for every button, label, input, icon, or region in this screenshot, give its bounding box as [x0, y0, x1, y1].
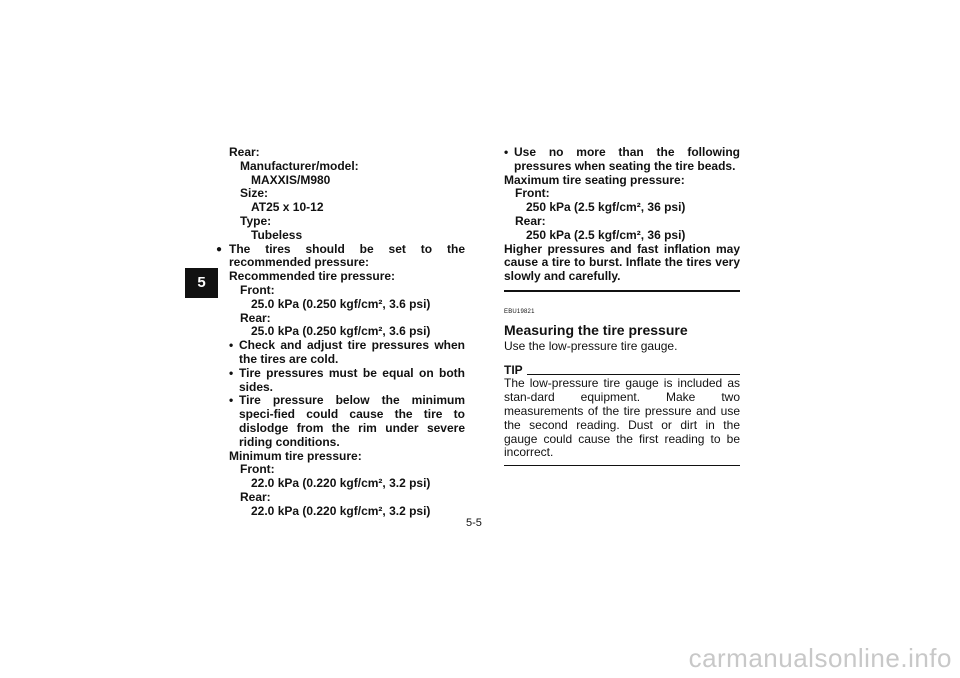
rec-rear-label: Rear: [240, 310, 271, 325]
max-front-value: 250 kPa (2.5 kgf/cm², 36 psi) [526, 200, 686, 215]
section-code: EBU19821 [504, 308, 535, 315]
min-front-label: Front: [240, 462, 275, 477]
note-text: Check and adjust tire pressures when the tires are cold. [239, 338, 465, 366]
rear-heading: Rear: [229, 145, 260, 159]
type-label: Type: [240, 213, 272, 228]
pressure-bullet-text: The tires should be set to the recommended pressure: [229, 241, 465, 270]
bullet-dot-icon: • [229, 393, 234, 408]
max-rear-label: Rear: [515, 213, 546, 228]
size-label: Size: [240, 186, 269, 201]
tip-text: The low-pressure tire gauge is included as stan-dard equipment. Make two measurements of the tire pressure and use the second reading. Dust or dirt in the gauge could cause the first reading to be incorrect. [504, 376, 740, 460]
bullet-dot-icon: • [229, 338, 234, 353]
note-item [504, 146, 740, 174]
tip-rule [527, 374, 740, 375]
rec-rear-value: 25.0 kPa (0.250 kgf/cm², 3.6 psi) [251, 324, 431, 339]
right-column [504, 146, 740, 466]
manufacturer-value: MAXXIS/M980 [251, 172, 331, 187]
tip-header [504, 364, 740, 378]
max-seating-label: Maximum tire seating pressure: [504, 172, 685, 187]
minimum-label: Minimum tire pressure: [229, 448, 362, 463]
max-rear-value: 250 kPa (2.5 kgf/cm², 36 psi) [526, 227, 686, 242]
note-text: Use no more than the following pressures when seating the tire beads. [514, 145, 740, 173]
note-item [229, 394, 465, 449]
min-rear-label: Rear: [240, 489, 271, 504]
watermark: carmanualsonline.info [688, 643, 952, 673]
warning-text: Higher pressures and fast inflation may cause a tire to burst. Inflate the tires very slowly and carefully. [504, 241, 740, 284]
section-title: Measuring the tire pressure [504, 321, 688, 338]
note-item [229, 339, 465, 367]
size-value: AT25 x 10-12 [251, 200, 324, 215]
min-rear-value: 22.0 kPa (0.220 kgf/cm², 3.2 psi) [251, 503, 431, 518]
tip-end-rule [504, 465, 740, 466]
note-text: Tire pressures must be equal on both sides. [239, 365, 465, 394]
note-text: Tire pressure below the minimum speci-fied could cause the tire to dislodge from the rim under severe riding conditions. [239, 393, 465, 449]
section-intro: Use the low-pressure tire gauge. [504, 338, 678, 353]
warning-end-rule [504, 290, 740, 292]
max-front-label: Front: [515, 186, 550, 201]
type-value: Tubeless [251, 227, 303, 242]
manufacturer-label: Manufacturer/model: [240, 158, 359, 173]
min-front-value: 22.0 kPa (0.220 kgf/cm², 3.2 psi) [251, 476, 431, 491]
pressure-bullet [216, 241, 465, 271]
chapter-tab: 5 [185, 268, 218, 298]
page-number: 5-5 [466, 517, 482, 529]
rec-front-value: 25.0 kPa (0.250 kgf/cm², 3.6 psi) [251, 296, 431, 311]
bullet-circle-icon: ● [216, 243, 223, 255]
rec-front-label: Front: [240, 282, 275, 297]
bullet-dot-icon: • [504, 145, 509, 159]
note-item [229, 367, 465, 395]
tip-label: TIP [504, 362, 523, 377]
recommended-label: Recommended tire pressure: [229, 269, 396, 284]
left-column [216, 145, 465, 519]
bullet-dot-icon: • [229, 365, 234, 380]
